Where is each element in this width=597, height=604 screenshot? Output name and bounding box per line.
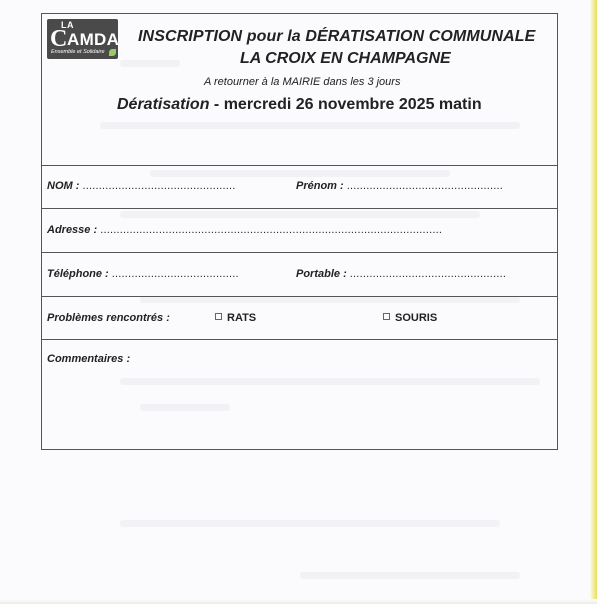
prenom-field[interactable]	[296, 180, 503, 192]
phone-row	[42, 253, 557, 297]
telephone-label: Téléphone :	[47, 268, 112, 280]
nom-field[interactable]	[47, 180, 236, 192]
nom-label: NOM :	[47, 180, 83, 192]
rats-checkbox[interactable]	[215, 312, 256, 324]
adresse-label: Adresse :	[47, 224, 101, 236]
leaf-icon	[109, 49, 116, 56]
rats-box[interactable]	[215, 313, 222, 320]
amda-logo	[47, 19, 118, 59]
page-edge	[590, 0, 597, 604]
registration-form	[41, 13, 558, 450]
telephone-field[interactable]	[47, 268, 239, 280]
problemes-label: Problèmes rencontrés :	[47, 312, 170, 324]
adresse-field[interactable]	[47, 224, 442, 236]
prenom-label: Prénom :	[296, 180, 347, 192]
telephone-dots: .......................................	[111, 268, 239, 280]
logo-la: LA	[61, 20, 74, 30]
portable-field[interactable]	[296, 268, 506, 280]
event-date-text: - mercredi 26 novembre 2025 matin	[209, 96, 482, 113]
commune-name: LA CROIX EN CHAMPAGNE	[240, 50, 451, 67]
address-row	[42, 209, 557, 253]
problems-row	[42, 297, 557, 340]
nom-dots: ...............................................	[82, 180, 236, 192]
commentaires-label: Commentaires :	[47, 353, 131, 365]
event-date	[117, 96, 482, 114]
commentaires-field[interactable]	[47, 353, 130, 365]
bleed-through	[120, 520, 500, 527]
page-bottom-shade	[0, 599, 597, 604]
bleed-through	[300, 572, 520, 579]
form-title: INSCRIPTION pour la DÉRATISATION COMMUNALE	[138, 28, 536, 45]
logo-c-glyph: C	[50, 26, 68, 52]
event-name: Dératisation	[117, 96, 210, 113]
portable-dots: ................................................	[349, 268, 507, 280]
souris-box[interactable]	[383, 313, 390, 320]
prenom-dots: ................................................	[346, 180, 504, 192]
rats-label: RATS	[227, 312, 257, 324]
souris-label: SOURIS	[395, 312, 438, 324]
name-row	[42, 165, 557, 209]
souris-checkbox[interactable]	[383, 312, 437, 324]
logo-tagline: Ensemble et Solidaire	[51, 49, 105, 55]
logo-name: AMDA	[67, 30, 120, 49]
portable-label: Portable :	[296, 268, 350, 280]
return-instruction: A retourner à la MAIRIE dans les 3 jours	[204, 76, 401, 88]
form-header	[42, 14, 557, 166]
adresse-dots: .........................................................................................................	[100, 224, 443, 236]
